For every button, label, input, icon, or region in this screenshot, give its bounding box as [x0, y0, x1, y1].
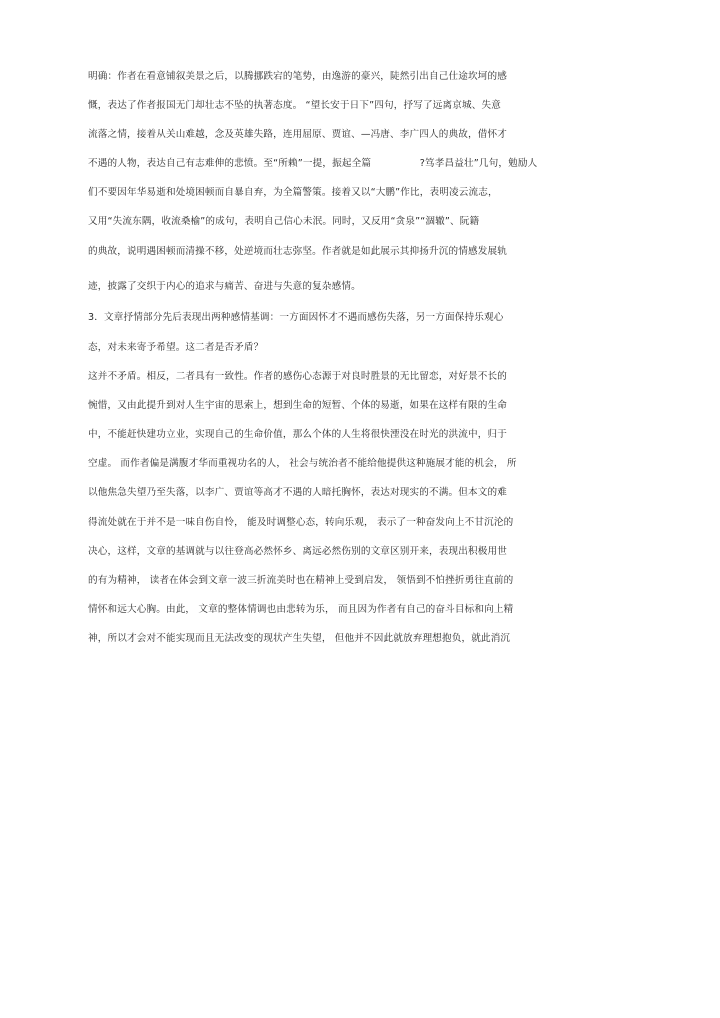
- answer-line: 神，所以才会对不能实现而且无法改变的现状产生失望， 但他并不因此就放弃理想抱负，就此消沉: [88, 633, 511, 644]
- question-line: 3．文章抒情部分先后表现出两种感情基调：一方面因怀才不遇而感伤失落，另一方面保持乐观心: [88, 312, 504, 323]
- text-line: 的典故，说明遇困顿而清操不移，处逆境而壮志弥坚。作者就是如此展示其抑扬升沉的情感发展轨: [88, 246, 507, 257]
- answer-line: 这并不矛盾。相反，二者具有一致性。作者的感伤心态源于对良时胜景的无比留恋，对好景不长的: [88, 371, 507, 382]
- answer-line: 得流处就在于并不是一味自伤自怜， 能及时调整心态，转向乐观， 表示了一种奋发向上不甘沉沦的: [88, 517, 514, 528]
- text-line: 明确：作者在看意铺叙美景之后，以腾挪跌宕的笔势，由逸游的豪兴，陡然引出自己仕途坎坷的感: [88, 71, 507, 82]
- text-line: 又用“失流东隅，收流桑榆”的成句，表明自己信心未泯。同时，又反用“贪泉”“涸辙”、阮籍: [88, 216, 480, 227]
- text-line: 流落之情，接着从关山难越，念及英雄失路，连用屈原、贾谊、—冯唐、李广四人的典故，借怀才: [88, 129, 507, 140]
- answer-line: 决心，这样，文章的基调就与以往登高必然怀乡、离远必然伤别的文章区别开来，表现出积极用世: [88, 546, 507, 557]
- answer-line: 中，不能赶快建功立业，实现自己的生命价值，那么个体的人生将很快湮没在时光的洪流中，归于: [88, 429, 507, 440]
- text-line: 慨，表达了作者报国无门却壮志不坠的执著态度。 “望长安于日下”四句，抒写了远离京城、失意: [88, 100, 501, 111]
- question-line: 态，对未来寄予希望。这二者是否矛盾？: [88, 342, 264, 353]
- text-line: 迹，披露了交织于内心的追求与痛苦、奋进与失意的复杂感情。: [88, 281, 361, 292]
- answer-line: 惋惜，又由此提升到对人生宇宙的思索上，想到生命的短暂、个体的易逝，如果在这样有限的生命: [88, 400, 507, 411]
- answer-line: 以他焦急失望乃至失落，以李广、贾谊等高才不遇的人暗托胸怀，表达对现实的不满。但本文的难: [88, 487, 507, 498]
- text-line: 不遇的人物，表达自己有志难伸的悲愤。至“所赖”一提，振起全篇 ?笃孝昌益壮”几句，勉励人: [88, 158, 538, 169]
- answer-line: 空虚。 而作者偏是满腹才华而重视功名的人， 社会与统治者不能给他提供这种施展才能的机会， 所: [88, 458, 517, 469]
- answer-line: 情怀和远大心胸。由此， 文章的整体情调也由悲转为乐， 而且因为作者有自己的奋斗目标和向上精: [88, 604, 514, 615]
- answer-line: 的有为精神， 读者在体会到文章一波三折流美时也在精神上受到启发， 领悟到不怕挫折勇往直前的: [88, 575, 514, 586]
- text-line: 们不要因年华易逝和处境困顿而自暴自弃，为全篇警策。接着又以“大鹏”作比，表明凌云流志，: [88, 187, 498, 198]
